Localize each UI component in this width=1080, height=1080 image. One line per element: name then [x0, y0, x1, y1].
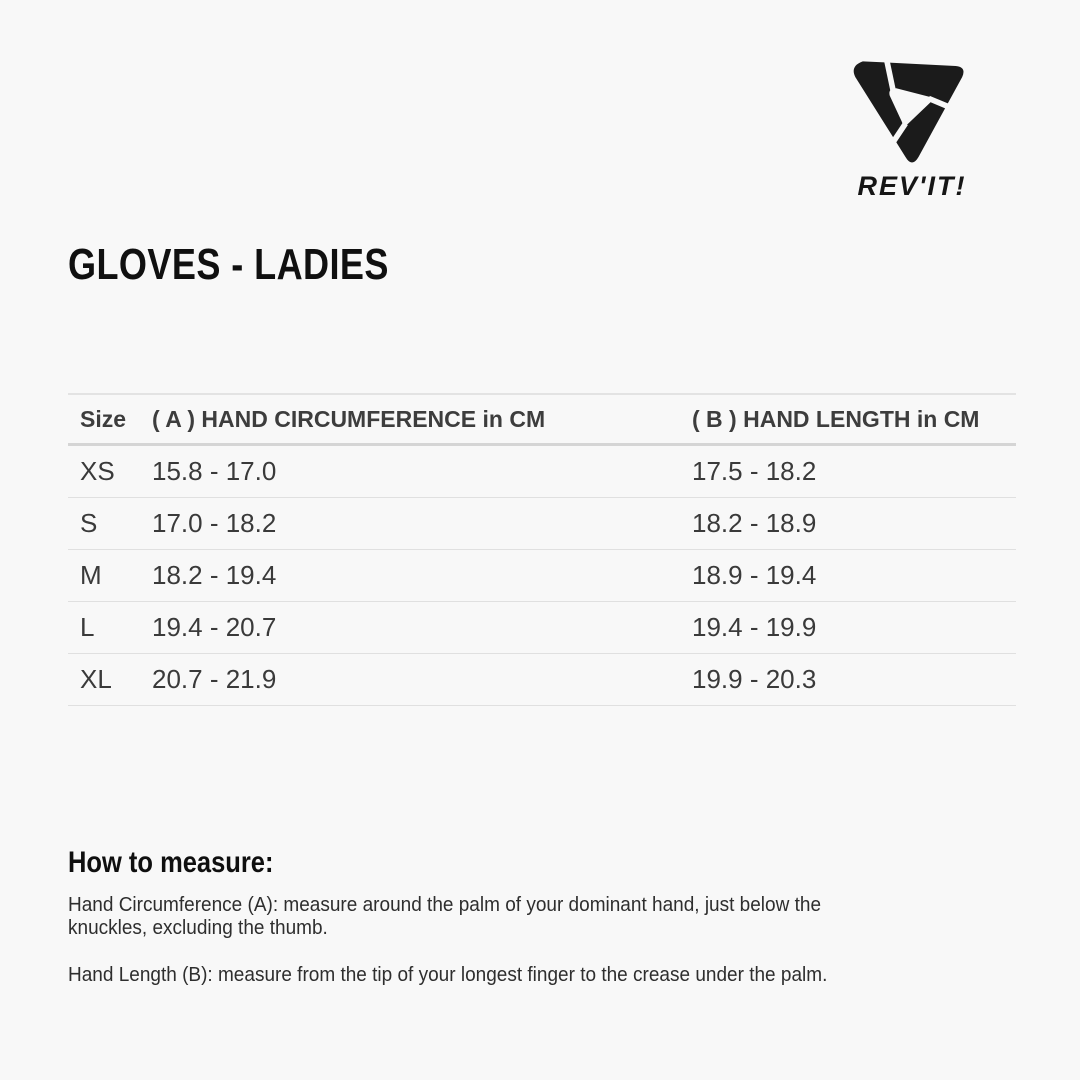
- how-to-measure-heading: How to measure:: [68, 846, 274, 879]
- length-cell: 17.5 - 18.2: [692, 445, 1016, 498]
- size-table-header: [68, 394, 1016, 445]
- length-cell: 18.9 - 19.4: [692, 550, 1016, 602]
- table-row: [68, 445, 1016, 498]
- size-cell: XL: [68, 654, 152, 706]
- circumference-cell: 15.8 - 17.0: [152, 445, 692, 498]
- length-cell: 19.4 - 19.9: [692, 602, 1016, 654]
- page-title: GLOVES - LADIES: [68, 240, 389, 289]
- table-row: [68, 602, 1016, 654]
- size-table-body: [68, 445, 1016, 706]
- size-table: [68, 393, 1016, 706]
- circumference-cell: 18.2 - 19.4: [152, 550, 692, 602]
- table-row: [68, 550, 1016, 602]
- length-cell: 18.2 - 18.9: [692, 498, 1016, 550]
- measure-instruction-length: Hand Length (B): measure from the tip of your longest finger to the crease under the palm.: [68, 964, 828, 986]
- circumference-cell: 20.7 - 21.9: [152, 654, 692, 706]
- column-header-size: Size: [68, 394, 152, 445]
- circumference-cell: 17.0 - 18.2: [152, 498, 692, 550]
- table-row: [68, 498, 1016, 550]
- size-cell: XS: [68, 445, 152, 498]
- column-header-length: ( B ) HAND LENGTH in CM: [692, 394, 1016, 445]
- header-row: [68, 394, 1016, 445]
- size-cell: L: [68, 602, 152, 654]
- length-cell: 19.9 - 20.3: [692, 654, 1016, 706]
- column-header-circumference: ( A ) HAND CIRCUMFERENCE in CM: [152, 394, 692, 445]
- size-cell: S: [68, 498, 152, 550]
- size-cell: M: [68, 550, 152, 602]
- brand-name: REV'IT!: [857, 171, 967, 201]
- revit-shield-icon: [847, 52, 977, 170]
- brand-logo: [830, 52, 994, 202]
- measure-instruction-circumference: Hand Circumference (A): measure around the palm of your dominant hand, just below the knuckles, excluding the thumb.: [68, 894, 822, 939]
- how-to-measure-section: [68, 848, 948, 987]
- circumference-cell: 19.4 - 20.7: [152, 602, 692, 654]
- table-row: [68, 654, 1016, 706]
